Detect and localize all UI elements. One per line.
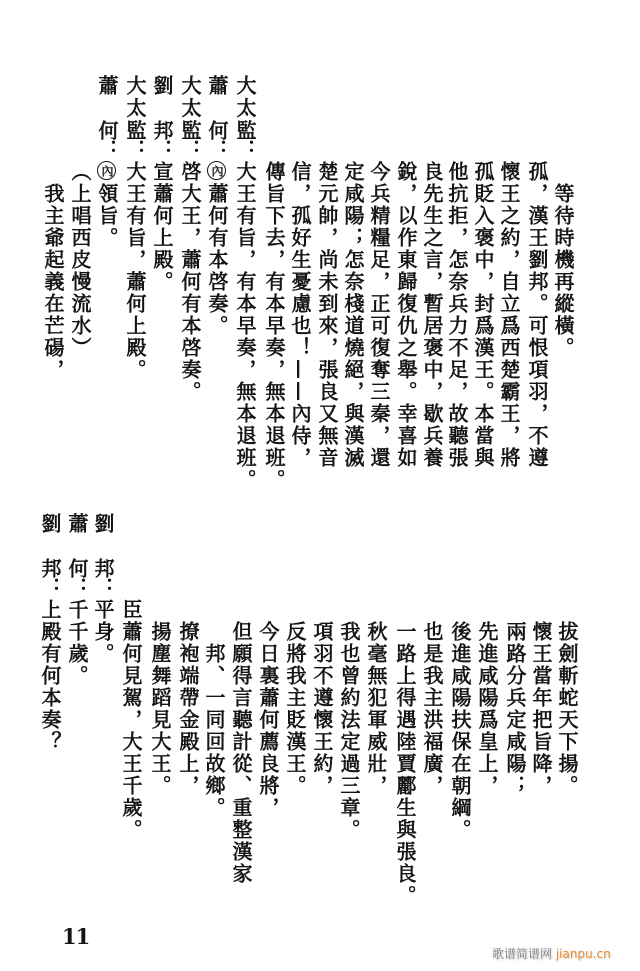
monologue-line: 楚元帥，尚未到來，張良又無音 (315, 161, 339, 469)
stage-direction: （上唱西皮慢流水） (68, 161, 92, 359)
monologue-line: 定咸陽；怎奈棧道燒絕，與漢滅 (341, 161, 365, 469)
dialogue-text: 平身。 (91, 599, 115, 665)
role-separator: ： (91, 577, 115, 597)
role-separator: ： (150, 139, 174, 159)
role-name: 大太監 (233, 75, 257, 140)
monologue-line: 孤，漢王劉邦。可恨項羽，不遵 (525, 161, 549, 469)
verse-line: 項羽不遵懷王約， (310, 621, 334, 797)
role-separator: ： (95, 139, 119, 159)
verse-line: 先進咸陽爲皇上， (475, 621, 499, 797)
verse-line: 一路上得遇陸賈酈生與張良。 (393, 621, 417, 907)
dialogue-text: 蕭何有本啓奏。 (205, 183, 229, 337)
role-name: 蕭何 (95, 75, 119, 140)
dialogue-text: 領旨。 (95, 183, 119, 249)
dialogue-line (180, 75, 200, 515)
role-separator: ： (123, 139, 147, 159)
monologue-line: 今兵精糧足，正可復奪三秦，還 (367, 161, 391, 469)
verse-line: 也是我主洪福廣， (420, 621, 444, 797)
dialogue-line (67, 513, 87, 953)
role-name: 大太監 (178, 75, 202, 140)
watermark (492, 945, 611, 962)
role-separator: ： (205, 139, 229, 159)
dialogue-text: 宣蕭何上殿。 (150, 161, 174, 293)
verse-line: 反將我主貶漢王。 (283, 621, 307, 797)
dialogue-text: 上殿有何本奏？ (38, 599, 62, 753)
role-separator: ： (178, 139, 202, 159)
role-name: 蕭何 (65, 513, 89, 578)
monologue-line: 孤貶入褒中，封爲漢王。本當與 (471, 161, 495, 469)
role-name: 劉邦 (38, 513, 62, 578)
dialogue-line (40, 513, 60, 953)
verse-line: 兩路分兵定咸陽； (503, 621, 527, 797)
dialogue-line (93, 513, 113, 953)
role-name: 大太監 (123, 75, 147, 140)
offstage-circle-mark: 內 (207, 161, 226, 180)
verse-line: 後進咸陽扶保在朝綱。 (448, 621, 472, 841)
verse-line: 懷王當年把旨降， (529, 621, 553, 797)
role-name: 劉邦 (91, 513, 115, 578)
role-separator: ： (233, 139, 257, 159)
verse-line: 我主爺起義在芒碭， (41, 183, 65, 381)
watermark-site-name: 歌谱简谱网 (492, 947, 553, 961)
dialogue-text-wrapper (97, 161, 117, 249)
dialogue-text: 啓大王，蕭何有本啓奏。 (178, 161, 202, 403)
dialogue-line (207, 75, 227, 515)
verse-line: 揚塵舞蹈見大王。 (148, 621, 172, 797)
dialogue-text: 千千歲。 (65, 599, 89, 687)
dialogue-line (125, 75, 145, 515)
watermark-domain: jianpu.cn (555, 947, 611, 961)
monologue-line: 信，孤好生憂慮也！——內侍， (288, 161, 312, 469)
offstage-circle-mark: 內 (97, 161, 116, 180)
dialogue-text: 大王有旨，有本早奏，無本退班。 (233, 161, 257, 491)
dialogue-line (97, 75, 117, 515)
verse-line: 我也曾約法定過三章。 (337, 621, 361, 841)
verse-line: 拔劍斬蛇天下揚。 (555, 621, 579, 797)
verse-line: 但願得言聽計從、重整漢家 (229, 621, 253, 885)
speech-line: 臣蕭何見駕，大王千歲。 (119, 599, 143, 841)
dialogue-line (152, 75, 172, 515)
dialogue-text-wrapper (207, 161, 227, 337)
monologue-line: 傳旨下去，有本早奏，無本退班。 (262, 161, 286, 491)
verse-line-continuation: 邦、一同回故鄉。 (202, 643, 226, 819)
page-number: 11 (62, 924, 90, 949)
monologue-line: 良先生之言，暫居褒中，歇兵養 (420, 161, 444, 469)
monologue-line: 他抗拒，怎奈兵力不足，故聽張 (445, 161, 469, 469)
verse-line: 秋毫無犯軍威壯， (364, 621, 388, 797)
monologue-line: 銳，以作東歸復仇之舉。幸喜如 (394, 161, 418, 469)
role-separator: ： (38, 577, 62, 597)
verse-line: 今日裏蕭何薦良將， (256, 621, 280, 819)
role-name: 蕭何 (205, 75, 229, 140)
verse-line: 等待時機再縱橫。 (551, 183, 575, 359)
verse-line: 撩袍端帶金殿上， (176, 621, 200, 797)
role-name: 劉邦 (150, 75, 174, 140)
monologue-line: 懷王之約，自立爲西楚霸王，將 (497, 161, 521, 469)
role-separator: ： (65, 577, 89, 597)
dialogue-line (235, 75, 255, 515)
dialogue-text: 大王有旨，蕭何上殿。 (123, 161, 147, 381)
